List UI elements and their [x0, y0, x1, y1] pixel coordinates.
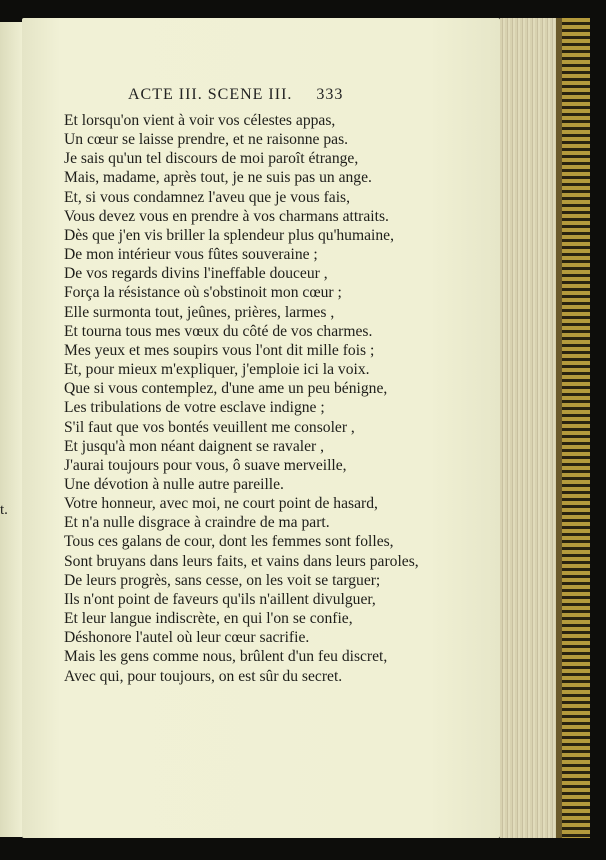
verse-line: Et lorsqu'on vient à voir vos célestes appas,	[64, 112, 336, 129]
verse-line: Mes yeux et mes soupirs vous l'ont dit mille fois ;	[64, 341, 375, 359]
running-header	[128, 86, 343, 104]
verse-line: De mon intérieur vous fûtes souveraine ;	[64, 246, 318, 264]
verse-text	[64, 111, 419, 686]
verse-line: De vos regards divins l'ineffable douceur ,	[64, 265, 328, 283]
verse-line: Et leur langue indiscrète, en qui l'on se confie,	[64, 610, 353, 628]
verse-line: Les tribulations de votre esclave indigne ;	[64, 399, 325, 417]
gilt-spine	[562, 18, 590, 838]
verse-line: S'il faut que vos bontés veuillent me consoler ,	[64, 418, 355, 436]
verse-line: Et jusqu'à mon néant daignent se ravaler ,	[64, 437, 325, 455]
verse-line: Sont bruyans dans leurs faits, et vains dans leurs paroles,	[64, 552, 419, 570]
verse-line: Votre honneur, avec moi, ne court point de hasard,	[64, 495, 378, 513]
verse-line: Força la résistance où s'obstinoit mon cœur ;	[64, 284, 342, 302]
verse-line: Avec qui, pour toujours, on est sûr du secret.	[64, 667, 343, 685]
facing-page-text-fragment: t.	[0, 502, 8, 518]
verse-line: Mais les gens comme nous, brûlent d'un feu discret,	[64, 648, 388, 666]
verse-line: Ils n'ont point de faveurs qu'ils n'aillent divulguer,	[64, 590, 376, 608]
verse-line: Dès que j'en vis briller la splendeur plus qu'humaine,	[64, 226, 394, 244]
verse-line: Un cœur se laisse prendre, et ne raisonne pas.	[64, 131, 349, 149]
page-edges	[500, 18, 562, 838]
facing-page-edge	[0, 22, 22, 837]
verse-line: Je sais qu'un tel discours de moi paroît étrange,	[64, 150, 359, 168]
verse-line: Tous ces galans de cour, dont les femmes sont folles,	[64, 533, 394, 551]
verse-line: Déshonore l'autel où leur cœur sacrifie.	[64, 629, 310, 647]
verse-line: Et, si vous condamnez l'aveu que je vous fais,	[64, 188, 351, 206]
verse-line: Que si vous contemplez, d'une ame un peu bénigne,	[64, 380, 388, 398]
page-number: 333	[316, 86, 344, 103]
verse-line: Et, pour mieux m'expliquer, j'emploie ici la voix.	[64, 361, 370, 379]
verse-line: Vous devez vous en prendre à vos charmans attraits.	[64, 207, 389, 225]
running-title: ACTE III. SCENE III.	[128, 86, 293, 103]
verse-line: J'aurai toujours pour vous, ô suave merveille,	[64, 456, 347, 474]
verse-line: Mais, madame, après tout, je ne suis pas un ange.	[64, 169, 372, 187]
verse-line: De leurs progrès, sans cesse, on les voit se targuer;	[64, 571, 381, 589]
verse-line: Une dévotion à nulle autre pareille.	[64, 475, 284, 493]
verse-line: Et n'a nulle disgrace à craindre de ma part.	[64, 514, 330, 532]
verse-line: Et tourna tous mes vœux du côté de vos charmes.	[64, 322, 373, 340]
verse-line: Elle surmonta tout, jeûnes, prières, larmes ,	[64, 303, 335, 321]
